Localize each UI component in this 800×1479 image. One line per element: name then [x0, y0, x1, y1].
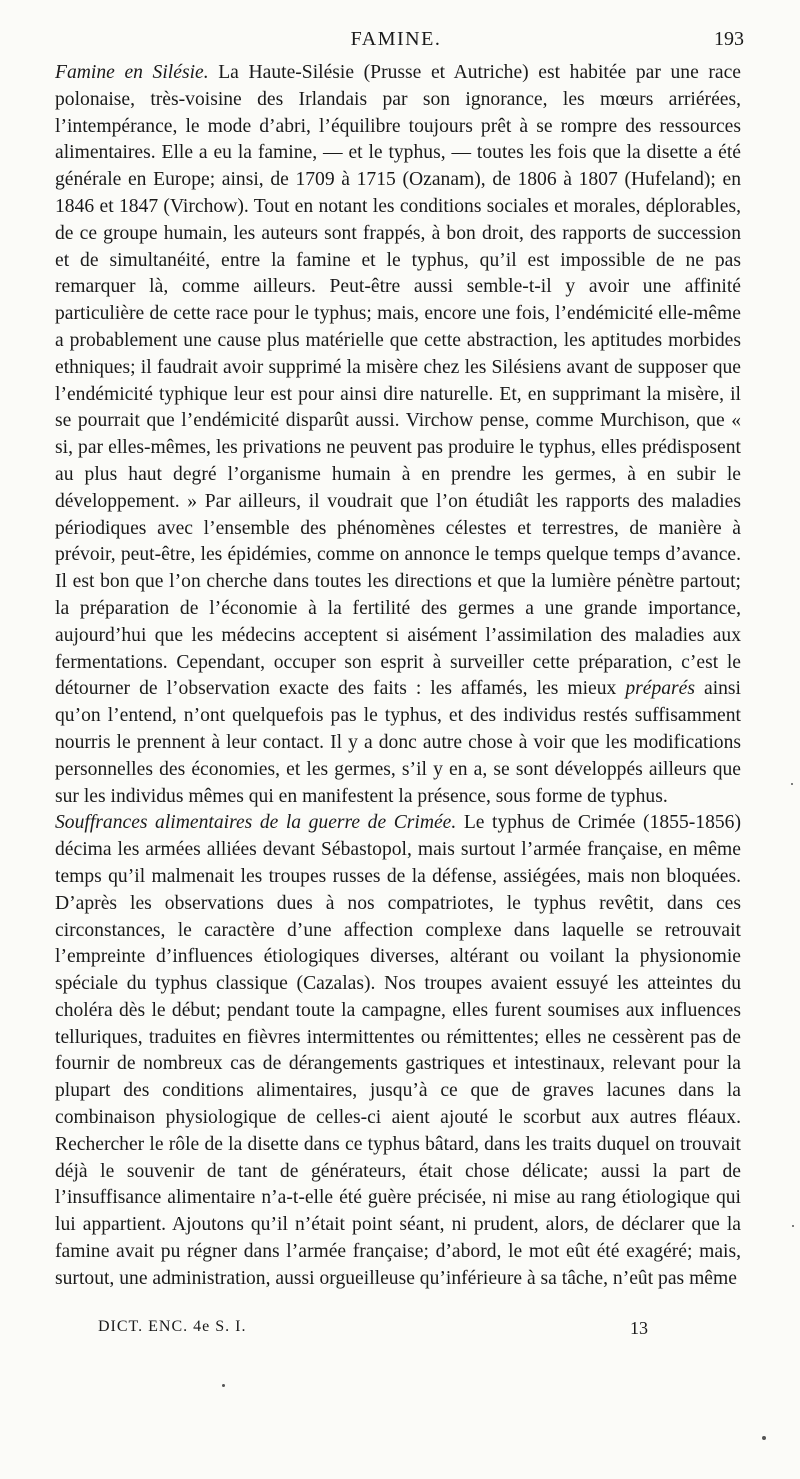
text-segment-italic: préparés: [625, 678, 695, 700]
running-header: [56, 28, 744, 56]
text-segment: ainsi qu’on l’entend, n’ont quelquefois pas le typhus, et des individus restés suffisamment nourris le prennent à leur contact. Il y a donc autre chose à voir que les modifications personnelles des économies, et les germes, s’il y en a, se sont développés ailleurs que sur les individus mêmes qui en manifestent la présence, sous forme de typhus.: [55, 678, 742, 807]
paper-speck: [222, 1384, 225, 1387]
text-segment: La Haute-Silésie (Prusse et Autriche) est habitée par une race polonaise, très-voisine des Irlandais par son ignorance, les mœurs arriérées, l’intempérance, le mode d’abri, l’équilibre toujours prêt à se rompre des ressources alimentaires. Elle a eu la famine, — et le typhus, — toutes les fois que la disette a été générale en Europe; ainsi, de 1709 à 1715 (Ozanam), de 1806 à 1807 (Hufeland); en 1846 et 1847 (Virchow). Tout en notant les conditions sociales et morales, déplorables, de ce groupe humain, les auteurs sont frappés, à bon droit, des rapports de succession et de simultanéité, entre la famine et le typhus, qu’il est impossible de ne pas remarquer là, comme ailleurs. Peut-être aussi semble-t-il y avoir une affinité particulière de cette race pour le typhus; mais, encore une fois, l’endémicité elle-même a probablement une cause plus matérielle que cette abstraction, les aptitudes morbides ethniques; il faudrait avoir supprimé la misère chez les Silésiens avant de supposer que l’endémicité typhique leur est pour ainsi dire naturelle. Et, en supprimant la misère, il se pourrait que l’endémicité disparût aussi. Virchow pense, comme Murchison, que « si, par elles-mêmes, les privations ne peuvent pas produire le typhus, elles prédisposent au plus haut degré l’organisme humain à en prendre les germes, à en subir le développement. » Par ailleurs, il voudrait que l’on étudiât les rapports des maladies périodiques avec l’ensemble des phénomènes célestes et terrestres, de manière à prévoir, peut-être, les épidémies, comme on annonce le temps quelque temps d’avance. Il est bon que l’on cherche dans toutes les directions et que la lumière pénètre partout; la préparation de l’économie à la fertilité des germes a une grande importance, aujourd’hui que les médecins acceptent si aisément l’assimilation des maladies aux fermentations. Cependant, occuper son esprit à surveiller cette préparation, c’est le détourner de l’observation exacte des faits : les affamés, les mieux: [55, 62, 741, 700]
paragraph-guerre-crimee: [55, 810, 741, 1292]
text-segment: Le typhus de Crimée (1855-1856) décima les armées alliées devant Sébastopol, mais surtout l’armée française, en même temps qu’il malmenait les troupes russes de la défense, assiégées, mais non bloquées. D’après les observations dues à nos compatriotes, le typhus revêtit, dans ces circonstances, le caractère d’une affection complexe dans laquelle se retrouvait l’empreinte d’influences étiologiques diverses, altérant ou voilant la physionomie spéciale du typhus classique (Cazalas). Nos troupes avaient essuyé les atteintes du choléra dès le début; pendant toute la campagne, elles furent soumises aux influences telluriques, traduites en fièvres intermittentes ou rémittentes; elles ne cessèrent pas de fournir de nombreux cas de dérangements gastriques et intestinaux, relevant pour la plupart des conditions alimentaires, jusqu’à ce que de graves lacunes dans la combinaison physiologique de celles-ci aient ajouté le scorbut aux autres fléaux. Rechercher le rôle de la disette dans ce typhus bâtard, dans les traits duquel on trouvait déjà le souvenir de tant de générateurs, était chose délicate; aussi la part de l’insuffisance alimentaire n’a-t-elle été guère précisée, ni mise au rang étiologique qui lui appartient. Ajoutons qu’il n’était point séant, ni prudent, alors, de déclarer que la famine avait pu régner dans l’armée française; d’abord, le mot eût été exagéré; mais, surtout, une administration, aussi orgueilleuse qu’inférieure à sa tâche, n’eût pas même: [55, 812, 741, 1289]
sheet-number: 13: [630, 1318, 648, 1338]
body-text: [55, 60, 741, 1293]
paper-speck: [762, 1436, 766, 1440]
page-footer: [98, 1318, 648, 1344]
paragraph-famine-silesie: [55, 60, 741, 810]
page-title: FAMINE.: [350, 28, 442, 50]
page-number: 193: [714, 28, 744, 50]
signature-mark: DICT. ENC. 4e S. I.: [98, 1318, 247, 1335]
paper-speck: [791, 783, 793, 785]
section-lead: Famine en Silésie.: [55, 62, 209, 83]
paper-speck: [792, 1225, 794, 1227]
section-lead: Souffrances alimentaires de la guerre de Crimée.: [55, 812, 457, 834]
